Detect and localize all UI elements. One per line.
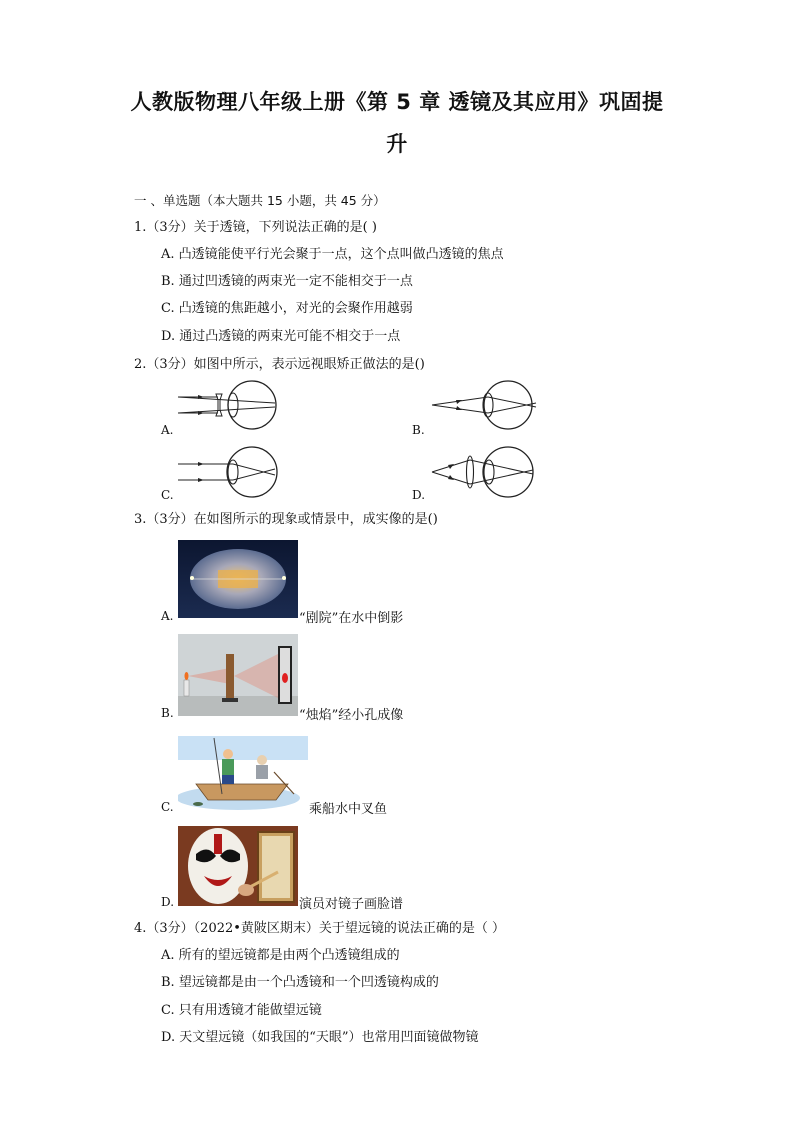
eye-diagram-c: [176, 444, 280, 500]
eye-diagram-d: [430, 444, 540, 500]
page-title: 人教版物理八年级上册《第 5 章 透镜及其应用》巩固提: [130, 90, 664, 114]
q3-option-d-label: D.: [161, 895, 175, 909]
opera-mask-photo: [178, 826, 298, 906]
section-heading: 一 、单选题（本大题共 15 小题，共 45 分）: [134, 193, 386, 208]
q3-caption-c: 乘船水中叉鱼: [309, 802, 388, 817]
question-4-option-a: A. 所有的望远镜都是由两个凸透镜组成的: [161, 948, 400, 963]
theatre-reflection-photo: [178, 540, 298, 618]
q3-caption-d: 演员对镜子画脸谱: [299, 897, 404, 912]
question-4-option-d: D. 天文望远镜（如我国的“天眼”）也常用凹面镜做物镜: [161, 1030, 479, 1045]
q3-option-a-label: A.: [161, 609, 174, 623]
q3-caption-b: “烛焰”经小孔成像: [299, 708, 404, 723]
question-2-stem: 2.（3分）如图中所示，表示远视眼矫正做法的是(): [134, 357, 425, 372]
eye-diagram-a: [176, 380, 280, 432]
boat-fishing-photo: [178, 732, 308, 812]
question-4-option-b: B. 望远镜都是由一个凸透镜和一个凹透镜构成的: [161, 975, 439, 990]
question-4-option-c: C. 只有用透镜才能做望远镜: [161, 1003, 322, 1018]
question-1-option-d: D. 通过凸透镜的两束光可能不相交于一点: [161, 329, 401, 344]
question-1-option-b: B. 通过凹透镜的两束光一定不能相交于一点: [161, 274, 413, 289]
q3-caption-a: “剧院”在水中倒影: [299, 611, 404, 626]
option-a-label: A.: [161, 423, 174, 437]
question-1-option-c: C. 凸透镜的焦距越小，对光的会聚作用越弱: [161, 301, 413, 316]
question-1-option-a: A. 凸透镜能使平行光会聚于一点，这个点叫做凸透镜的焦点: [161, 247, 504, 262]
q3-option-c-label: C.: [161, 800, 174, 814]
option-b-label: B.: [412, 423, 425, 437]
pinhole-imaging-photo: [178, 634, 298, 716]
option-d-label: D.: [412, 488, 426, 502]
page-title-continued: 升: [386, 132, 408, 156]
question-4-stem: 4.（3分）（2022•黄陂区期末）关于望远镜的说法正确的是（ ）: [134, 921, 506, 936]
q3-option-b-label: B.: [161, 706, 174, 720]
eye-diagram-b: [430, 380, 540, 432]
option-c-label: C.: [161, 488, 174, 502]
question-3-stem: 3.（3分）在如图所示的现象或情景中，成实像的是(): [134, 512, 438, 527]
question-1-stem: 1.（3分）关于透镜，下列说法正确的是( ): [134, 220, 377, 235]
